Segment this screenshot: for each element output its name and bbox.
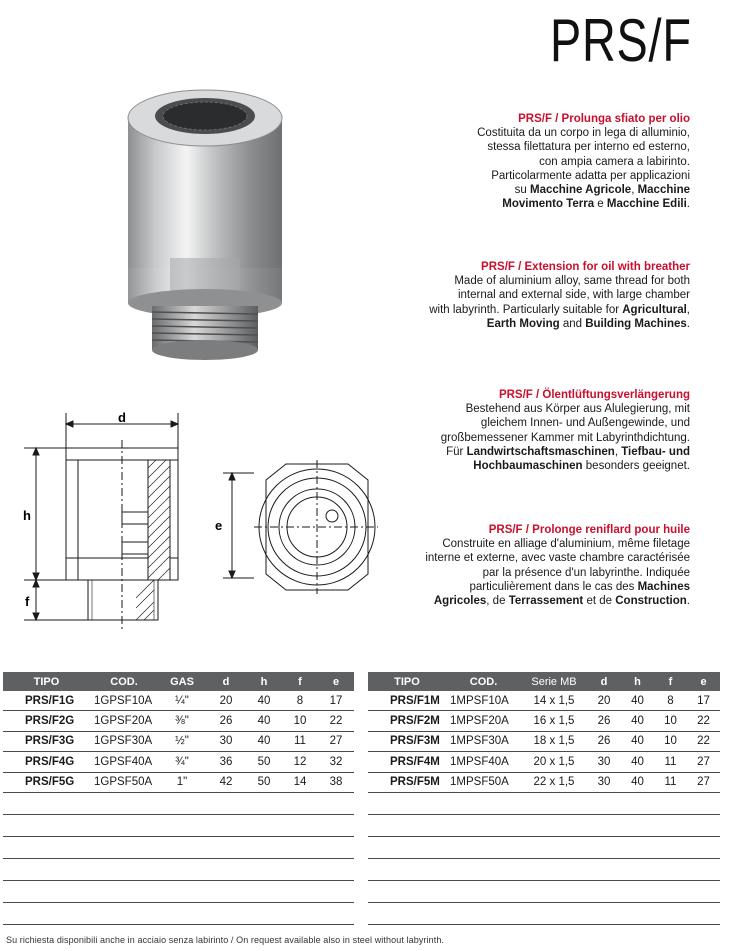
description-line: [370, 140, 690, 154]
product-photo: [100, 78, 310, 368]
description-line: [370, 274, 690, 288]
table-cell: 50: [246, 772, 282, 792]
text-segment: .: [686, 595, 690, 608]
table-cell: PRS/F1G: [3, 691, 90, 711]
column-header: h: [621, 672, 654, 691]
table-cell: ¾": [158, 752, 206, 772]
text-segment: , de: [486, 595, 509, 608]
description-line: [370, 551, 690, 565]
bold-text: Tiefbau- und: [621, 445, 690, 458]
column-header: e: [687, 672, 720, 691]
table-row: [3, 731, 354, 751]
table-cell: 30: [587, 772, 621, 792]
empty-row: [368, 814, 720, 836]
empty-cell: [3, 902, 354, 924]
table-cell: 1MPSF50A: [446, 772, 521, 792]
description-heading: PRS/F / Prolunga sfiato per olio: [518, 113, 690, 125]
text-segment: Costituita da un corpo in lega di alluminio,: [477, 127, 690, 140]
table-cell: 40: [621, 691, 654, 711]
empty-row: [3, 902, 354, 924]
table-cell: PRS/F2M: [368, 711, 446, 731]
text-segment: particulièrement dans le cas des: [469, 580, 638, 593]
text-segment: internal and external side, with large chamber: [457, 289, 690, 302]
description-line: [370, 416, 690, 430]
table-cell: ½": [158, 731, 206, 751]
text-segment: Für: [446, 445, 467, 458]
bold-text: Agricultural: [622, 303, 687, 316]
table-cell: 10: [654, 711, 687, 731]
table-cell: PRS/F5M: [368, 772, 446, 792]
empty-cell: [3, 836, 354, 858]
column-header: Serie MB: [521, 672, 587, 691]
description-italian: [370, 112, 690, 211]
table-cell: 11: [282, 731, 318, 751]
table-cell: 10: [654, 731, 687, 751]
column-header: h: [246, 672, 282, 691]
description-line: [370, 431, 690, 445]
table-cell: 22: [318, 711, 354, 731]
table-cell: 22 x 1,5: [521, 772, 587, 792]
text-segment: Construite en alliage d'aluminium, même filetage: [442, 538, 690, 551]
description-german: [370, 388, 690, 473]
table-cell: 1GPSF40A: [90, 752, 158, 772]
empty-row: [3, 792, 354, 814]
table-cell: 8: [654, 691, 687, 711]
description-french: [370, 523, 690, 608]
table-row: [368, 691, 720, 711]
table-cell: 1MPSF30A: [446, 731, 521, 751]
bold-text: Construction: [615, 595, 687, 608]
footnote: Su richiesta disponibili anche in acciaio senza labirinto / On request available also in steel without labyrinth.: [6, 935, 445, 945]
bold-text: Earth Moving: [486, 317, 560, 330]
label-h: h: [23, 508, 31, 523]
empty-row: [368, 836, 720, 858]
table-cell: 42: [206, 772, 246, 792]
table-cell: ¼": [158, 691, 206, 711]
bold-text: Macchine: [637, 184, 690, 197]
text-segment: Made of aluminium alloy, same thread for both: [454, 275, 690, 288]
bold-text: Agricoles: [433, 595, 487, 608]
description-line: [370, 155, 690, 169]
table-cell: 26: [587, 711, 621, 731]
table-cell: 27: [687, 772, 720, 792]
label-e: e: [215, 518, 223, 533]
description-line: [370, 183, 690, 197]
table-cell: 14: [282, 772, 318, 792]
table-cell: 14 x 1,5: [521, 691, 587, 711]
table-cell: 20: [206, 691, 246, 711]
table-cell: 18 x 1,5: [521, 731, 587, 751]
column-header: COD.: [90, 672, 158, 691]
table-cell: 26: [206, 711, 246, 731]
empty-row: [3, 836, 354, 858]
table-cell: PRS/F3M: [368, 731, 446, 751]
text-segment: großbemessener Kammer mit Labyrinthdichtung.: [440, 431, 690, 444]
description-heading: PRS/F / Prolonge reniflard pour huile: [488, 524, 690, 536]
table-cell: PRS/F1M: [368, 691, 446, 711]
bold-text: Macchine Edili: [606, 198, 687, 211]
label-f: f: [25, 594, 30, 609]
page-title: PRS/F: [550, 7, 692, 74]
table-cell: 40: [621, 711, 654, 731]
empty-row: [368, 902, 720, 924]
table-cell: 1GPSF10A: [90, 691, 158, 711]
description-heading: PRS/F / Extension for oil with breather: [481, 261, 690, 273]
column-header: e: [318, 672, 354, 691]
table-row: [368, 752, 720, 772]
empty-cell: [3, 858, 354, 880]
table-cell: 30: [206, 731, 246, 751]
description-line: [370, 197, 690, 211]
table-cell: 38: [318, 772, 354, 792]
empty-cell: [368, 836, 720, 858]
column-header: d: [206, 672, 246, 691]
table-row: [368, 731, 720, 751]
bold-text: Terrassement: [508, 595, 584, 608]
text-segment: with labyrinth. Particularly suitable for: [429, 303, 623, 316]
empty-cell: [368, 858, 720, 880]
table-cell: PRS/F3G: [3, 731, 90, 751]
bold-text: Movimento Terra: [502, 198, 595, 211]
text-segment: and: [559, 317, 586, 330]
empty-row: [368, 880, 720, 902]
text-segment: besonders geeignet.: [582, 460, 690, 473]
table-gas-thread: [3, 672, 354, 925]
table-cell: 1MPSF20A: [446, 711, 521, 731]
empty-row: [368, 858, 720, 880]
empty-cell: [3, 814, 354, 836]
table-cell: 27: [687, 752, 720, 772]
table-cell: 26: [587, 731, 621, 751]
description-line: [370, 126, 690, 140]
description-line: [370, 566, 690, 580]
table-cell: 1GPSF50A: [90, 772, 158, 792]
table-row: [368, 711, 720, 731]
bold-text: Macchine Agricole: [530, 184, 632, 197]
empty-cell: [368, 792, 720, 814]
bold-text: Machines: [637, 580, 690, 593]
description-line: [370, 317, 690, 331]
description-line: [370, 288, 690, 302]
table-metric-thread: [368, 672, 720, 925]
table-cell: PRS/F4M: [368, 752, 446, 772]
description-heading: PRS/F / Ölentlüftungsverlängerung: [498, 389, 690, 401]
text-segment: .: [686, 198, 690, 211]
table-cell: PRS/F4G: [3, 752, 90, 772]
text-segment: Particolarmente adatta per applicazioni: [491, 169, 690, 182]
text-segment: con ampia camera a labirinto.: [539, 155, 690, 168]
description-line: [370, 580, 690, 594]
text-segment: Bestehend aus Körper aus Alulegierung, mit: [465, 403, 690, 416]
table-cell: 32: [318, 752, 354, 772]
text-segment: gleichem Innen- und Außengewinde, und: [480, 417, 690, 430]
column-header: f: [654, 672, 687, 691]
table-cell: 40: [621, 752, 654, 772]
table-row: [3, 691, 354, 711]
table-cell: 1MPSF40A: [446, 752, 521, 772]
text-segment: par la présence d'un labyrinthe. Indiquée: [482, 566, 690, 579]
description-line: [370, 445, 690, 459]
table-cell: 10: [282, 711, 318, 731]
table-row: [3, 752, 354, 772]
text-segment: interne et externe, avec vaste chambre caractérisée: [425, 552, 690, 565]
table-cell: 40: [621, 731, 654, 751]
text-segment: ,: [631, 184, 638, 197]
empty-row: [3, 858, 354, 880]
empty-row: [3, 880, 354, 902]
text-segment: et de: [583, 595, 616, 608]
column-header: TIPO: [3, 672, 90, 691]
text-segment: su: [514, 184, 530, 197]
column-header: COD.: [446, 672, 521, 691]
table-cell: 17: [318, 691, 354, 711]
empty-cell: [3, 880, 354, 902]
table-cell: 50: [246, 752, 282, 772]
table-row: [368, 772, 720, 792]
table-cell: 27: [318, 731, 354, 751]
table-cell: 30: [587, 752, 621, 772]
table-cell: 20 x 1,5: [521, 752, 587, 772]
empty-cell: [368, 880, 720, 902]
table-cell: 11: [654, 772, 687, 792]
bold-text: Hochbaumaschinen: [473, 460, 583, 473]
empty-cell: [368, 902, 720, 924]
text-segment: e: [594, 198, 607, 211]
empty-row: [3, 814, 354, 836]
table-cell: 8: [282, 691, 318, 711]
bold-text: Building Machines: [585, 317, 687, 330]
description-line: [370, 303, 690, 317]
description-line: [370, 169, 690, 183]
text-segment: stessa filettatura per interno ed esterno,: [487, 141, 690, 154]
table-cell: 12: [282, 752, 318, 772]
table-cell: 22: [687, 731, 720, 751]
table-cell: 40: [246, 731, 282, 751]
column-header: GAS: [158, 672, 206, 691]
text-segment: ,: [614, 445, 622, 458]
empty-cell: [3, 792, 354, 814]
table-cell: 1GPSF20A: [90, 711, 158, 731]
table-cell: 20: [587, 691, 621, 711]
table-cell: 22: [687, 711, 720, 731]
table-row: [3, 711, 354, 731]
text-segment: .: [686, 317, 690, 330]
table-cell: 1GPSF30A: [90, 731, 158, 751]
table-cell: 40: [246, 691, 282, 711]
bold-text: Landwirtschaftsmaschinen: [466, 445, 615, 458]
label-d: d: [118, 410, 126, 425]
table-cell: 16 x 1,5: [521, 711, 587, 731]
description-english: [370, 260, 690, 331]
table-cell: 17: [687, 691, 720, 711]
table-cell: PRS/F2G: [3, 711, 90, 731]
technical-drawing: [18, 408, 378, 643]
empty-row: [368, 792, 720, 814]
table-cell: 36: [206, 752, 246, 772]
column-header: TIPO: [368, 672, 446, 691]
empty-cell: [368, 814, 720, 836]
column-header: f: [282, 672, 318, 691]
description-line: [370, 537, 690, 551]
table-cell: 40: [246, 711, 282, 731]
description-line: [370, 459, 690, 473]
table-cell: PRS/F5G: [3, 772, 90, 792]
table-cell: 1": [158, 772, 206, 792]
column-header: d: [587, 672, 621, 691]
table-cell: 1MPSF10A: [446, 691, 521, 711]
table-cell: 11: [654, 752, 687, 772]
description-line: [370, 402, 690, 416]
description-line: [370, 594, 690, 608]
table-cell: 40: [621, 772, 654, 792]
table-row: [3, 772, 354, 792]
text-segment: ,: [686, 303, 690, 316]
table-cell: ⅜": [158, 711, 206, 731]
